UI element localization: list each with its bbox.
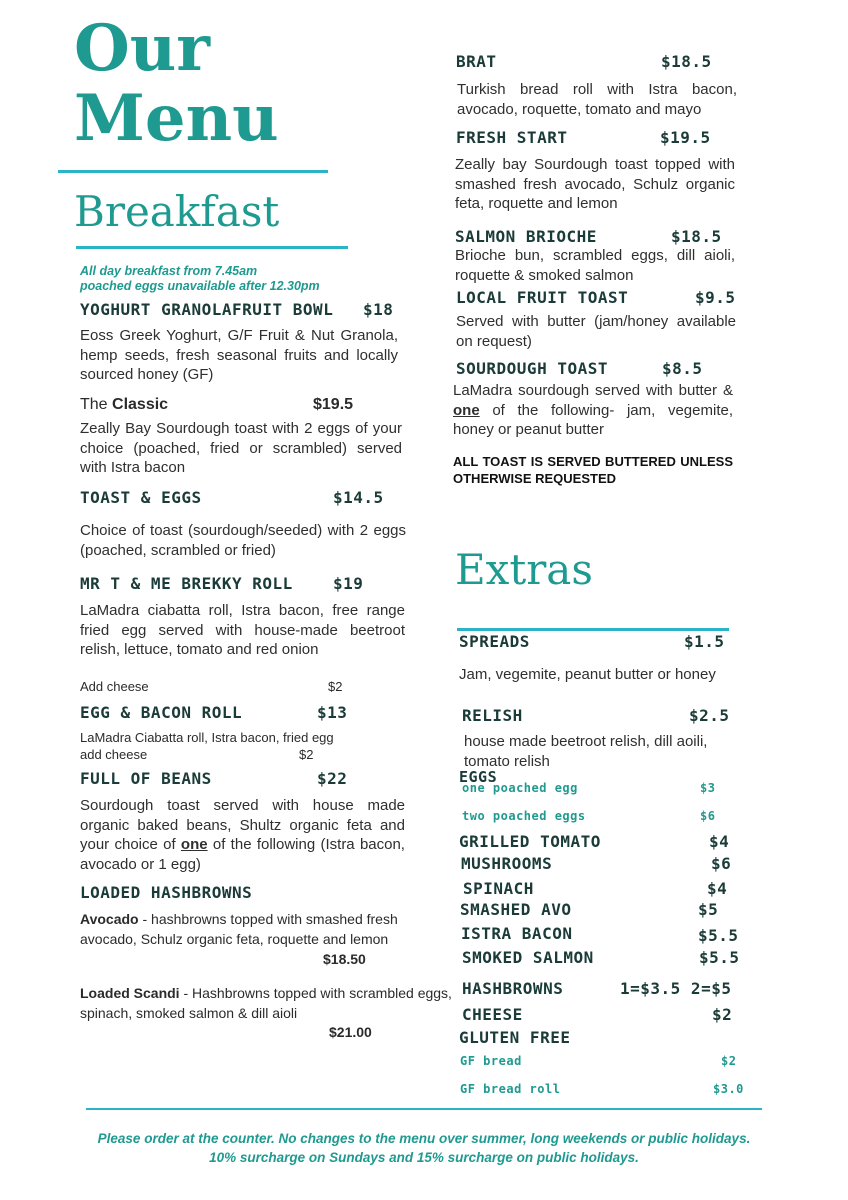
addon-label: Add cheese bbox=[80, 679, 149, 694]
title-divider bbox=[58, 170, 328, 173]
breakfast-note-line1: All day breakfast from 7.45am bbox=[80, 264, 258, 278]
loaded-item-price: $21.00 bbox=[329, 1024, 372, 1040]
loaded-item-desc bbox=[80, 909, 450, 949]
extra-subitem-price: $2 bbox=[721, 1054, 737, 1068]
extra-subitem: two poached eggs bbox=[462, 809, 586, 823]
menu-item-name: FRESH START bbox=[456, 128, 568, 147]
extra-name: GRILLED TOMATO bbox=[459, 832, 601, 851]
toast-note: ALL TOAST IS SERVED BUTTERED UNLESS OTHERWISE REQUESTED bbox=[453, 454, 733, 486]
extra-price: $4 bbox=[709, 832, 730, 851]
extra-subitem: one poached egg bbox=[462, 781, 578, 795]
menu-item-desc: Served with butter (jam/honey available on request) bbox=[456, 313, 736, 350]
menu-item-name-bold: Classic bbox=[112, 396, 169, 413]
extra-price: $5.5 bbox=[699, 948, 740, 967]
menu-item-name: TOAST & EGGS bbox=[80, 488, 202, 507]
loaded-item-text: - hashbrowns topped with smashed fresh avocado, Schulz organic feta, roquette and lemon bbox=[80, 911, 398, 947]
footer-note: Please order at the counter. No changes to the menu over summer, long weekends or public holidays. 10% surcharge on Sundays and 15% surcharge on public holidays. bbox=[97, 1131, 751, 1165]
menu-item-name: YOGHURT GRANOLAFRUIT BOWL bbox=[80, 300, 334, 319]
breakfast-heading: Breakfast bbox=[74, 187, 280, 236]
page-title-line2: Menu bbox=[74, 81, 279, 156]
extra-subitem-price: $3 bbox=[700, 781, 716, 795]
loaded-item-name: Avocado bbox=[80, 911, 139, 927]
extra-price: $2 bbox=[712, 1005, 733, 1024]
extra-subitem: GF bread roll bbox=[460, 1082, 561, 1096]
extras-heading: Extras bbox=[455, 545, 593, 594]
extra-subitem: GF bread bbox=[460, 1054, 522, 1068]
extra-desc: Jam, vegemite, peanut butter or honey bbox=[459, 666, 716, 683]
extra-name: SPINACH bbox=[463, 879, 534, 898]
extra-name: ISTRA BACON bbox=[461, 924, 573, 943]
menu-item-name: EGG & BACON ROLL bbox=[80, 703, 243, 722]
extra-name: SPREADS bbox=[459, 632, 530, 651]
desc-part: Sourdough toast served with house made organic baked beans, Shultz organic feta and your choice of bbox=[80, 797, 405, 853]
menu-item-desc: Choice of toast (sourdough/seeded) with 2 eggs (poached, scrambled or fried) bbox=[80, 522, 406, 559]
menu-item-desc: Eoss Greek Yoghurt, G/F Fruit & Nut Granola, hemp seeds, fresh seasonal fruits and locally sourced honey (GF) bbox=[80, 327, 398, 383]
desc-part: of the following- jam, vegemite, honey or peanut butter bbox=[453, 401, 733, 438]
desc-emphasis: one bbox=[180, 836, 208, 853]
desc-part: of the following (Istra bacon, avocado or 1 egg) bbox=[80, 836, 405, 873]
menu-item-name bbox=[80, 396, 168, 414]
menu-item-desc bbox=[80, 796, 405, 874]
extras-divider bbox=[457, 628, 729, 631]
addon-price: $2 bbox=[299, 747, 314, 762]
menu-item-desc: Turkish bread roll with Istra bacon, avocado, roquette, tomato and mayo bbox=[457, 81, 737, 118]
menu-item-name: MR T & ME BREKKY ROLL bbox=[80, 574, 293, 593]
extra-price: $6 bbox=[711, 854, 732, 873]
extra-name: SMASHED AVO bbox=[460, 900, 572, 919]
menu-item-name: BRAT bbox=[456, 52, 497, 71]
addon-label: add cheese bbox=[80, 747, 148, 762]
breakfast-note bbox=[80, 264, 320, 294]
menu-item-price: $18 bbox=[363, 300, 394, 319]
extra-name: SMOKED SALMON bbox=[462, 948, 594, 967]
menu-item-name: SALMON BRIOCHE bbox=[455, 227, 597, 246]
menu-item-desc: Zeally Bay Sourdough toast with 2 eggs of your choice (poached, fried or scrambled) served with Istra bacon bbox=[80, 420, 402, 476]
menu-item-price: $18.5 bbox=[671, 227, 722, 246]
menu-item-name: FULL OF BEANS bbox=[80, 769, 212, 788]
extra-name: HASHBROWNS bbox=[462, 979, 564, 998]
extra-desc: house made beetroot relish, dill aoili, tomato relish bbox=[464, 733, 708, 770]
menu-item-price: $9.5 bbox=[695, 288, 736, 307]
extra-price: 1=$3.5 2=$5 bbox=[620, 979, 732, 998]
menu-item-price: $18.5 bbox=[661, 52, 712, 71]
loaded-item-desc bbox=[80, 983, 452, 1023]
menu-item-name: LOCAL FRUIT TOAST bbox=[456, 288, 629, 307]
extra-price: $5 bbox=[698, 900, 719, 919]
loaded-item-text: - Hashbrowns topped with scrambled eggs, spinach, smoked salmon & dill aioli bbox=[80, 985, 452, 1021]
loaded-item-name: Loaded Scandi bbox=[80, 985, 180, 1001]
menu-item-name: LOADED HASHBROWNS bbox=[80, 883, 253, 902]
extra-name: MUSHROOMS bbox=[461, 854, 553, 873]
desc-emphasis: one bbox=[453, 401, 480, 419]
menu-item-desc: Brioche bun, scrambled eggs, dill aioli, roquette & smoked salmon bbox=[455, 247, 735, 284]
menu-item-price: $19.5 bbox=[660, 128, 711, 147]
menu-item-price: $13 bbox=[317, 703, 348, 722]
loaded-item-price: $18.50 bbox=[323, 951, 366, 967]
menu-item-price: $19 bbox=[333, 574, 364, 593]
menu-item-desc bbox=[453, 381, 733, 440]
extra-subitem-price: $6 bbox=[700, 809, 716, 823]
addon-price: $2 bbox=[328, 679, 343, 694]
page-title-line1: Our bbox=[74, 11, 210, 86]
extra-price: $1.5 bbox=[684, 632, 725, 651]
extra-name: CHEESE bbox=[462, 1005, 523, 1024]
menu-item-desc: LaMadra ciabatta roll, Istra bacon, free range fried egg served with house-made beetroot relish, lettuce, tomato and red onion bbox=[80, 602, 405, 658]
footer-divider bbox=[86, 1108, 762, 1110]
menu-item-price: $8.5 bbox=[662, 359, 703, 378]
desc-part: LaMadra sourdough served with butter & bbox=[453, 382, 733, 399]
menu-item-price: $19.5 bbox=[313, 396, 354, 413]
menu-item-price: $14.5 bbox=[333, 488, 384, 507]
extra-price: $2.5 bbox=[689, 706, 730, 725]
breakfast-note-line2: poached eggs unavailable after 12.30pm bbox=[80, 279, 320, 293]
menu-item-desc: LaMadra Ciabatta roll, Istra bacon, fried egg bbox=[80, 730, 334, 745]
extra-name: GLUTEN FREE bbox=[459, 1028, 571, 1047]
breakfast-divider bbox=[76, 246, 348, 249]
menu-item-desc: Zeally bay Sourdough toast topped with smashed fresh avocado, Schulz organic feta, roquette and lemon bbox=[455, 156, 735, 212]
extra-name: EGGS bbox=[459, 768, 498, 786]
menu-item-name: SOURDOUGH TOAST bbox=[456, 359, 608, 378]
extra-price: $5.5 bbox=[698, 926, 739, 945]
extra-subitem-price: $3.0 bbox=[713, 1082, 744, 1096]
menu-item-price: $22 bbox=[317, 769, 348, 788]
menu-item-name-pre: The bbox=[80, 396, 113, 413]
extra-name: RELISH bbox=[462, 706, 523, 725]
extra-price: $4 bbox=[707, 879, 728, 898]
